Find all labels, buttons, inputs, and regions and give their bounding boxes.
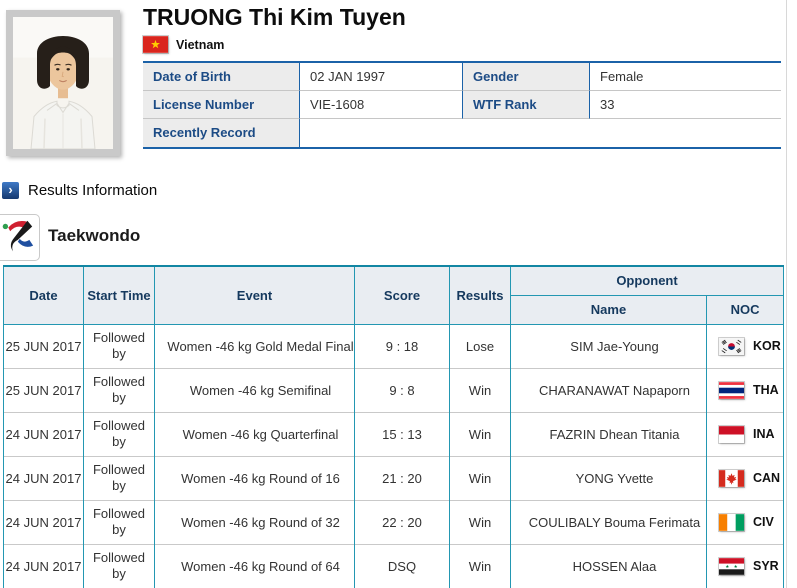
results-table xyxy=(3,265,784,588)
result-score: DSQ xyxy=(355,544,450,588)
result-outcome: Win xyxy=(450,368,511,412)
header-score: Score xyxy=(355,266,450,324)
dob-value: 02 JAN 1997 xyxy=(300,63,462,91)
noc-group xyxy=(707,514,783,531)
result-outcome: Win xyxy=(450,412,511,456)
license-label: License Number xyxy=(143,91,300,119)
header-date: Date xyxy=(4,266,84,324)
result-score: 15 : 13 xyxy=(355,412,450,456)
header-results: Results xyxy=(450,266,511,324)
gender-value: Female xyxy=(590,63,781,91)
section-title: Results Information xyxy=(28,182,158,199)
header-start-time: Start Time xyxy=(84,266,155,324)
results-table-header xyxy=(4,266,784,324)
noc-group xyxy=(707,426,783,443)
result-start-time: Followed by xyxy=(84,368,155,412)
gender-label: Gender xyxy=(462,63,590,91)
athlete-name: TRUONG Thi Kim Tuyen xyxy=(143,4,406,30)
result-date: 25 JUN 2017 xyxy=(4,368,84,412)
header-opponent: Opponent xyxy=(511,266,784,295)
syr-flag-icon xyxy=(719,558,744,575)
result-score: 9 : 8 xyxy=(355,368,450,412)
result-start-time: Followed by xyxy=(84,456,155,500)
result-row xyxy=(4,456,784,500)
result-outcome: Win xyxy=(450,500,511,544)
results-information-header xyxy=(2,182,157,199)
athlete-photo xyxy=(6,10,120,156)
result-start-time: Followed by xyxy=(84,324,155,368)
sport-name: Taekwondo xyxy=(48,226,141,245)
result-event: Women -46 kg Semifinal xyxy=(155,368,355,412)
wtf-rank-value: 33 xyxy=(590,91,781,119)
result-date: 24 JUN 2017 xyxy=(4,456,84,500)
page-right-edge xyxy=(786,0,787,588)
result-event: Women -46 kg Round of 64 xyxy=(155,544,355,588)
taekwondo-logo-icon xyxy=(0,214,40,261)
result-event: Women -46 kg Round of 16 xyxy=(155,456,355,500)
result-date: 25 JUN 2017 xyxy=(4,324,84,368)
opponent-name[interactable]: CHARANAWAT Napaporn xyxy=(511,368,707,412)
opponent-name: SIM Jae-Young xyxy=(511,324,707,368)
recently-record-label: Recently Record xyxy=(143,119,300,147)
result-row xyxy=(4,412,784,456)
country-row xyxy=(143,36,224,53)
result-event: Women -46 kg Gold Medal Final xyxy=(155,324,355,368)
result-score: 22 : 20 xyxy=(355,500,450,544)
kor-flag-icon xyxy=(719,338,744,355)
noc-code: CIV xyxy=(753,515,774,529)
results-table-body xyxy=(4,324,784,588)
noc-group xyxy=(707,382,783,399)
result-outcome: Lose xyxy=(450,324,511,368)
result-start-time: Followed by xyxy=(84,500,155,544)
opponent-name: YONG Yvette xyxy=(511,456,707,500)
license-value: VIE-1608 xyxy=(300,91,462,119)
opponent-name: FAZRIN Dhean Titania xyxy=(511,412,707,456)
noc-code: CAN xyxy=(753,471,781,485)
result-date: 24 JUN 2017 xyxy=(4,544,84,588)
vietnam-flag-icon xyxy=(143,36,168,53)
ina-flag-icon xyxy=(719,426,744,443)
result-outcome: Win xyxy=(450,544,511,588)
result-start-time: Followed by xyxy=(84,544,155,588)
noc-code: INA xyxy=(753,427,775,441)
civ-flag-icon xyxy=(719,514,744,531)
chevron-right-icon[interactable]: › xyxy=(2,182,19,199)
result-event: Women -46 kg Quarterfinal xyxy=(155,412,355,456)
dob-label: Date of Birth xyxy=(143,63,300,91)
noc-group xyxy=(707,470,783,487)
result-event: Women -46 kg Round of 32 xyxy=(155,500,355,544)
opponent-name: HOSSEN Alaa xyxy=(511,544,707,588)
noc-code: SYR xyxy=(753,559,779,574)
result-row xyxy=(4,368,784,412)
noc-group xyxy=(707,338,783,355)
result-date: 24 JUN 2017 xyxy=(4,412,84,456)
can-flag-icon xyxy=(719,470,744,487)
noc-code: KOR xyxy=(753,339,781,353)
opponent-name: COULIBALY Bouma Ferimata xyxy=(511,500,707,544)
result-outcome: Win xyxy=(450,456,511,500)
header-opponent-name: Name xyxy=(511,295,707,324)
noc-group xyxy=(707,558,783,575)
country-name: Vietnam xyxy=(176,37,225,52)
result-score: 9 : 18 xyxy=(355,324,450,368)
result-row xyxy=(4,500,784,544)
header-event: Event xyxy=(155,266,355,324)
result-row xyxy=(4,324,784,368)
result-row xyxy=(4,544,784,588)
wtf-rank-label: WTF Rank xyxy=(462,91,590,119)
tha-flag-icon xyxy=(719,382,744,399)
result-start-time: Followed by xyxy=(84,412,155,456)
result-date: 24 JUN 2017 xyxy=(4,500,84,544)
header-opponent-noc: NOC xyxy=(707,295,784,324)
result-score: 21 : 20 xyxy=(355,456,450,500)
noc-code: THA xyxy=(753,383,779,397)
athlete-portrait-image xyxy=(13,17,113,149)
athlete-info-table xyxy=(143,61,781,149)
recently-record-value xyxy=(300,119,781,147)
